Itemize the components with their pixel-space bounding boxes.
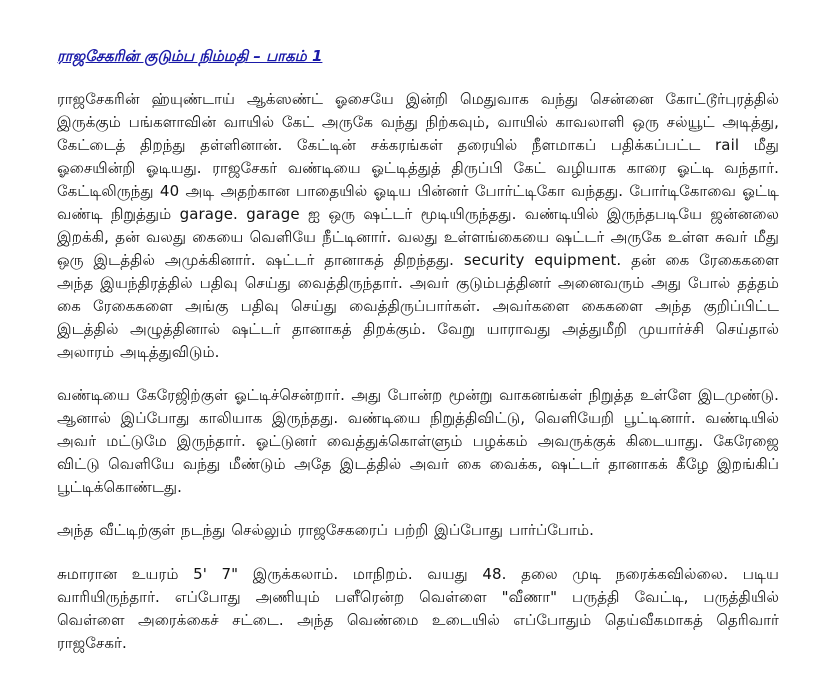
- paragraph-3: அந்த வீட்டிற்குள் நடந்து செல்லும் ராஜசேகரைப் பற்றி இப்போது பார்ப்போம்.: [57, 521, 595, 539]
- document-page: [57, 46, 779, 676]
- paragraph-1: ராஜசேகரின் ஹ்யுண்டாய் ஆக்ஸண்ட் ஓசையே இன்றி மெதுவாக வந்து சென்னை கோட்டூர்புரத்தில் இருக்கும் பங்களாவின் வாயில் கேட் அருகே வந்து நிற்கவும், வாயில் காவலாளி ஒரு சல்யூட் அடித்து, கேட்டைத் திறந்து தள்ளினான். கேட்டின் சக்கரங்கள் தரையில் நீளமாகப் பதிக்கப்பட்ட rail மீது ஓசையின்றி ஓடியது. ராஜசேகர் வண்டியை ஓட்டித்துத் திருப்பி கேட் வழியாக காரை ஓட்டி வந்தார். கேட்டிலிருந்து 40 அடி அதற்கான பாதையில் ஓடிய பின்னர் போர்ட்டிகோ வந்தது. போர்டிகோவை ஓட்டி வண்டி நிறுத்தும் garage. garage ஐ ஒரு ஷட்டர் மூடியிருந்தது. வண்டியில் இருந்தபடியே ஜன்னலை இறக்கி, தன் வலது கையை வெளியே நீட்டினார். வலது உள்ளங்கையை ஷட்டர் அருகே உள்ள சுவர் மீது ஒரு இடத்தில் அமுக்கினார். ஷட்டர் தானாகத் திறந்தது. security equipment. தன் கை ரேகைகளை அந்த இயந்திரத்தில் பதிவு செய்து வைத்திருந்தார். அவர் குடும்பத்தினர் அனைவரும் அது போல் தத்தம் கை ரேகைகளை அங்கு பதிவு செய்து வைத்திருப்பார்கள். அவர்களை கைகளை அந்த குறிப்பிட்ட இடத்தில் அழுத்தினால் ஷட்டர் தானாகத் திறக்கும். வேறு யாராவது அத்துமீறி முயார்ச்சி செய்தால் அலாரம் அடித்துவிடும்.: [57, 90, 779, 361]
- document-title-link[interactable]: ராஜசேகரின் குடும்ப நிம்மதி – பாகம் 1: [57, 47, 323, 65]
- paragraph-2: வண்டியை கேரேஜிற்குள் ஓட்டிச்சென்றார். அது போன்ற மூன்று வாகனங்கள் நிறுத்த உள்ளே இடமுண்டு. ஆனால் இப்போது காலியாக இருந்தது. வண்டியை நிறுத்திவிட்டு, வெளியேறி பூட்டினார். வண்டியில் அவர் மட்டுமே இருந்தார். ஓட்டுனர் வைத்துக்கொள்ளும் பழக்கம் அவருக்குக் கிடையாது. கேரேஜை விட்டு வெளியே வந்து மீண்டும் அதே இடத்தில் அவர் கை வைக்க, ஷட்டர் தானாகக் கீழே இறங்கிப் பூட்டிக்கொண்டது.: [57, 386, 779, 496]
- paragraph-4: சுமாரான உயரம் 5' 7" இருக்கலாம். மாநிறம். வயது 48. தலை முடி நரைக்கவில்லை. படிய வாரியிருந்தார். எப்போது அணியும் பளீரென்ற வெள்ளை "வீணா" பருத்தி வேட்டி, பருத்தியில் வெள்ளை அரைக்கைச் சட்டை. அந்த வெண்மை உடையில் எப்போதும் தெய்வீகமாகத் தெரிவார் ராஜசேகர்.: [57, 565, 779, 652]
